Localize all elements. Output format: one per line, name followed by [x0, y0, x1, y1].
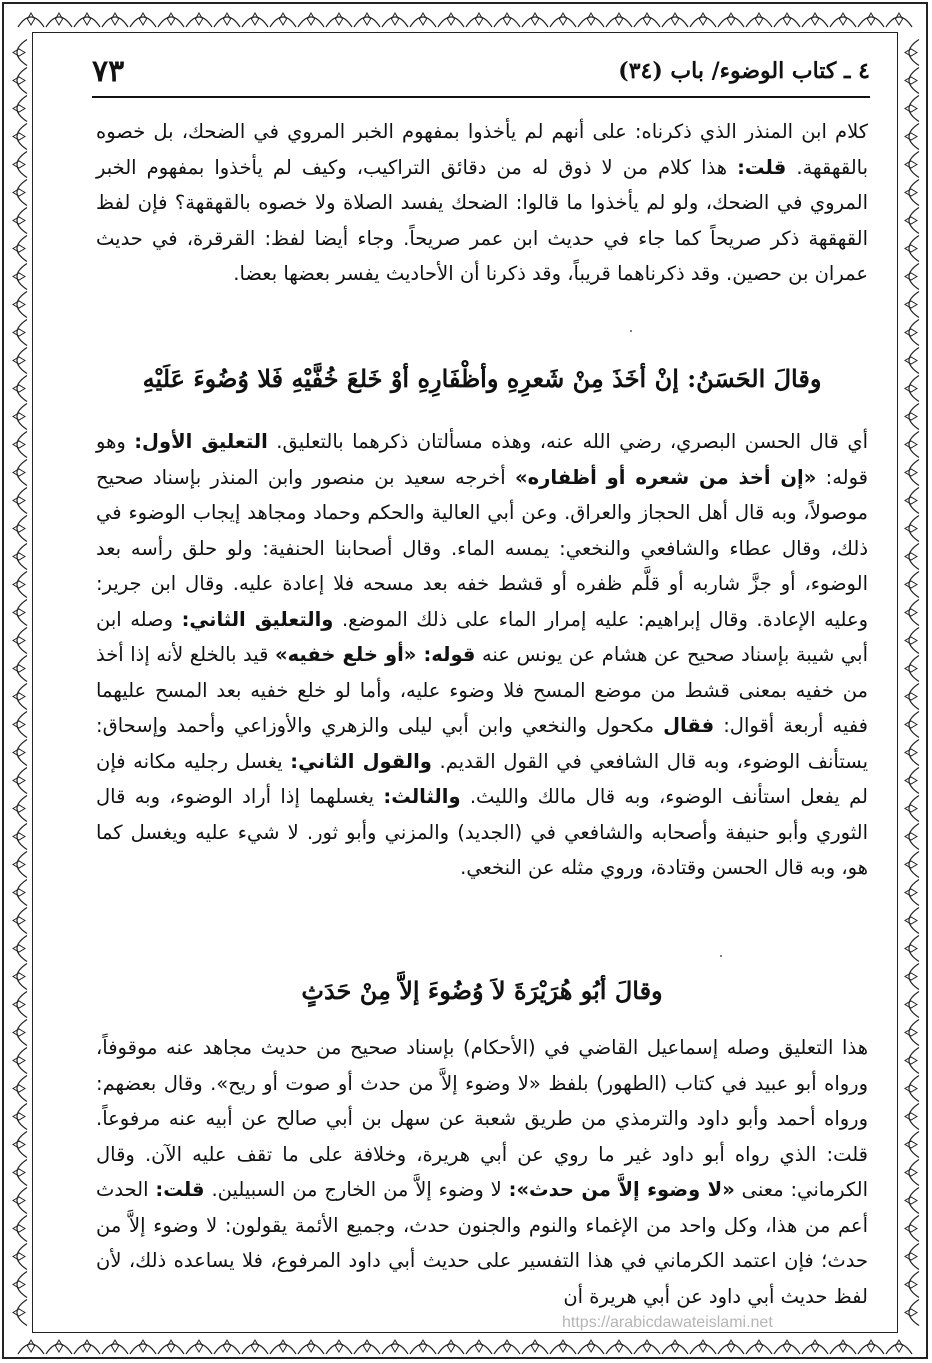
border-ornament [382, 1340, 408, 1354]
border-ornament [550, 13, 576, 27]
border-ornament [690, 13, 716, 27]
border-ornament [466, 13, 492, 27]
border-ornament [905, 1272, 919, 1298]
border-ornament [13, 1076, 27, 1102]
ornamental-border-left [6, 32, 32, 1333]
border-ornament [905, 964, 919, 990]
border-ornament [606, 1340, 632, 1354]
border-ornament [905, 936, 919, 962]
border-ornament [13, 712, 27, 738]
border-ornament [662, 13, 688, 27]
border-ornament [905, 40, 919, 66]
border-ornament [13, 1048, 27, 1074]
border-ornament [905, 516, 919, 542]
border-ornament [13, 768, 27, 794]
border-ornament [13, 96, 27, 122]
paragraph-2-text-d: وصله ابن أبي شيبة بإسناد صحيح عن هشام عن يونس عنه [96, 607, 868, 666]
border-ornament [13, 600, 27, 626]
paragraph-3-bold-b: قلت: [155, 1178, 205, 1201]
border-ornament [18, 13, 44, 27]
scan-speck [630, 330, 632, 332]
border-ornament [13, 824, 27, 850]
border-ornament [905, 96, 919, 122]
border-ornament [522, 1340, 548, 1354]
border-ornament [270, 13, 296, 27]
border-ornament [830, 13, 856, 27]
paragraph-2-text-g: يغسل رجليه مكانه فإن لم يفعل استأنف الوضوء، وبه قال مالك والليث. [96, 749, 868, 808]
paragraph-2-bold-g: والثالث: [383, 785, 461, 808]
border-ornament [905, 740, 919, 766]
border-ornament [905, 404, 919, 430]
border-ornament [718, 1340, 744, 1354]
border-ornament [550, 1340, 576, 1354]
border-ornament [905, 376, 919, 402]
ornamental-border-bottom [6, 1333, 924, 1359]
border-ornament [634, 1340, 660, 1354]
border-ornament [13, 292, 27, 318]
border-ornament [905, 1048, 919, 1074]
border-ornament [354, 13, 380, 27]
border-ornament [13, 684, 27, 710]
border-ornament [905, 460, 919, 486]
border-ornament [905, 292, 919, 318]
border-ornament [74, 13, 100, 27]
paragraph-3-text-a: هذا التعليق وصله إسماعيل القاضي في (الأحكام) بإسناد صحيح من حديث مجاهد عنه موقوفاً، ورواه أبو عبيد في كتاب (الطهور) بلفظ «لا وضوء إلاَّ من حدث أو صوت أو ريح». وقال بعضهم: ورواه أحمد وأبو داود والترمذي من طريق شعبة عن سهل بن أبي صالح عن أبيه عنه مرفوعاً. قلت: الذي رواه أبو داود غير ما روي عن أبي هريرة، وخلافة على ما تقف عليه الآن. وقال الكرماني: معنى [96, 1036, 869, 1201]
page-number: ٧٣ [92, 54, 125, 89]
paragraph-2-text-a: أي قال الحسن البصري، رضي الله عنه، وهذه مسألتان ذكرهما بالتعليق. [276, 430, 869, 453]
border-ornament [905, 572, 919, 598]
border-ornament [905, 768, 919, 794]
border-ornament [130, 1340, 156, 1354]
border-ornament [13, 460, 27, 486]
border-ornament [13, 852, 27, 878]
border-ornament [905, 1244, 919, 1270]
border-ornament [242, 1340, 268, 1354]
border-ornament [13, 964, 27, 990]
paragraph-3-text-b: لا وضوء إلاَّ من الخارج من السبيلين. [211, 1178, 502, 1201]
paragraph-2-bold-c: والتعليق الثاني: [181, 607, 334, 631]
border-ornament [905, 824, 919, 850]
border-ornament [13, 880, 27, 906]
border-ornament [718, 13, 744, 27]
border-ornament [905, 1132, 919, 1158]
border-ornament [354, 1340, 380, 1354]
border-ornament [13, 1160, 27, 1186]
border-ornament [905, 320, 919, 346]
border-ornament [158, 13, 184, 27]
border-ornament [905, 544, 919, 570]
border-ornament [13, 1020, 27, 1046]
paragraph-1 [96, 114, 868, 292]
border-ornament [410, 13, 436, 27]
border-ornament [578, 13, 604, 27]
border-ornament [18, 1340, 44, 1354]
border-ornament [13, 1272, 27, 1298]
border-ornament [13, 628, 27, 654]
border-ornament [13, 656, 27, 682]
border-ornament [13, 572, 27, 598]
border-ornament [905, 488, 919, 514]
border-ornament [466, 1340, 492, 1354]
header-divider [92, 96, 870, 98]
border-ornament [13, 1132, 27, 1158]
border-ornament [13, 124, 27, 150]
border-ornament [905, 1020, 919, 1046]
border-ornament [494, 13, 520, 27]
border-ornament [158, 1340, 184, 1354]
border-ornament [905, 684, 919, 710]
border-ornament [494, 1340, 520, 1354]
border-ornament [905, 656, 919, 682]
border-ornament [13, 40, 27, 66]
border-ornament [214, 13, 240, 27]
border-ornament [746, 1340, 772, 1354]
border-ornament [905, 1216, 919, 1242]
border-ornament [46, 1340, 72, 1354]
border-ornament [905, 208, 919, 234]
border-ornament [905, 152, 919, 178]
border-ornament [905, 880, 919, 906]
paragraph-2-bold-d: قوله: «أو خلع خفيه» [274, 643, 476, 666]
border-ornament [326, 1340, 352, 1354]
source-watermark: https://arabicdawateislami.net [562, 1314, 773, 1331]
border-ornament [13, 236, 27, 262]
border-ornament [905, 124, 919, 150]
border-ornament [746, 13, 772, 27]
border-ornament [802, 13, 828, 27]
border-ornament [13, 740, 27, 766]
paragraph-1-text-b: هذا كلام من لا ذوق له من دقائق التراكيب، وكيف لم يأخذوا بمفهوم الخبر المروي في الضحك، ولو لم يأخذوا ما قالوا: الضحك يفسد الصلاة ولا خصوه بالقهقهة؟ فإن لفظ القهقهة ذكر صريحاً كما جاء في حديث ابن عمر صريحاً. وجاء أيضا لفظ: القرقرة، في حديث عمران بن حصين. وقد ذكرناهما قريباً، وقد ذكرنا أن الأحاديث يفسر بعضها بعضا. [96, 155, 868, 285]
border-ornament [13, 516, 27, 542]
paragraph-2 [96, 424, 868, 886]
border-ornament [13, 1104, 27, 1130]
paragraph-3 [96, 1030, 868, 1314]
border-ornament [13, 180, 27, 206]
border-ornament [13, 320, 27, 346]
border-ornament [774, 1340, 800, 1354]
paragraph-2-text-b: وهو قوله: [96, 430, 869, 489]
paragraph-2-text-f: مكحول والنخعي وابن أبي ليلى والزهري والأوزاعي وأحمد وإسحاق: يستأنف الوضوء، وبه قال الشافعي في القول القديم. [96, 714, 869, 773]
border-ornament [438, 1340, 464, 1354]
border-ornament [13, 908, 27, 934]
border-ornament [905, 348, 919, 374]
ornamental-border-top [6, 6, 924, 32]
border-ornament [13, 936, 27, 962]
border-ornament [270, 1340, 296, 1354]
border-ornament [13, 152, 27, 178]
border-ornament [326, 13, 352, 27]
border-ornament [13, 404, 27, 430]
border-ornament [905, 1300, 919, 1326]
border-ornament [802, 1340, 828, 1354]
border-ornament [13, 1244, 27, 1270]
border-ornament [858, 13, 884, 27]
border-ornament [830, 1340, 856, 1354]
border-ornament [522, 13, 548, 27]
border-ornament [905, 1188, 919, 1214]
border-ornament [186, 13, 212, 27]
paragraph-3-bold-a: «لا وضوء إلاَّ من حدث»: [508, 1178, 735, 1201]
border-ornament [438, 13, 464, 27]
border-ornament [13, 376, 27, 402]
border-ornament [13, 992, 27, 1018]
border-ornament [13, 68, 27, 94]
border-ornament [578, 1340, 604, 1354]
running-header [92, 56, 870, 96]
border-ornament [102, 1340, 128, 1354]
border-ornament [242, 13, 268, 27]
border-ornament [905, 628, 919, 654]
border-ornament [13, 264, 27, 290]
border-ornament [905, 992, 919, 1018]
border-ornament [130, 13, 156, 27]
paragraph-2-bold-b: «إن أخذ من شعره أو أظفاره» [515, 465, 817, 489]
border-ornament [13, 1188, 27, 1214]
paragraph-1-bold-a: قلت: [737, 155, 787, 179]
border-ornament [905, 1076, 919, 1102]
border-ornament [905, 180, 919, 206]
border-ornament [905, 1104, 919, 1130]
border-ornament [858, 1340, 884, 1354]
border-ornament [905, 600, 919, 626]
border-ornament [905, 264, 919, 290]
border-ornament [886, 1340, 912, 1354]
ornamental-border-right [898, 32, 924, 1333]
border-ornament [298, 1340, 324, 1354]
section-heading-hasan: وقالَ الحَسَنُ: إنْ أخَذَ مِنْ شَعرِهِ وأظْفَارِهِ أوْ خَلعَ خُفَّيْهِ فَلا وُضُوءَ عَلَيْهِ [142, 364, 822, 393]
border-ornament [102, 13, 128, 27]
border-ornament [13, 544, 27, 570]
border-ornament [905, 712, 919, 738]
paragraph-2-bold-a: التعليق الأول: [134, 430, 268, 453]
border-ornament [905, 68, 919, 94]
border-ornament [634, 13, 660, 27]
paragraph-2-text-e: قيد بالخلع لأنه إذا أخذ من خفيه بمعنى قشط من موضع المسح فلا وضوء عليه، وأما لو خلع خفيه بعد المسح عليهما ففيه أربعة أقوال: [96, 643, 869, 737]
border-ornament [905, 796, 919, 822]
border-ornament [905, 1160, 919, 1186]
border-ornament [13, 796, 27, 822]
border-ornament [410, 1340, 436, 1354]
border-ornament [13, 432, 27, 458]
border-ornament [886, 13, 912, 27]
border-ornament [46, 13, 72, 27]
border-ornament [13, 348, 27, 374]
border-ornament [298, 13, 324, 27]
border-ornament [13, 1216, 27, 1242]
border-ornament [690, 1340, 716, 1354]
border-ornament [905, 432, 919, 458]
border-ornament [774, 13, 800, 27]
paragraph-2-bold-e: فقال [663, 714, 715, 737]
border-ornament [186, 1340, 212, 1354]
border-ornament [13, 208, 27, 234]
paragraph-3-text-c: الحدث أعم من هذا، وكل واحد من الإغماء والنوم والجنون حدث، وجميع الأئمة يقولون: لا وضوء إلاَّ من حدث؛ فإن اعتمد الكرماني في هذا التفسير على حديث أبي داود المرفوع، فلا يساعده ذلك، لأن لفظ حديث أبي داود عن أبي هريرة أن [96, 1178, 868, 1308]
border-ornament [905, 236, 919, 262]
border-ornament [905, 908, 919, 934]
border-ornament [905, 852, 919, 878]
border-ornament [662, 1340, 688, 1354]
scan-speck [720, 955, 722, 957]
paragraph-1-text-a: كلام ابن المنذر الذي ذكرناه: على أنهم لم يأخذوا بمفهوم الخبر المروي في الضحك، بل خصوه بالقهقهة. [96, 120, 869, 179]
paragraph-2-text-c: أخرجه سعيد بن منصور وابن المنذر بإسناد صحيح موصولاً، وبه قال أهل الحجاز والعراق. وعن أبي العالية والحكم وحماد ومجاهد إيجاب الوضوء في ذلك، وقال عطاء والشافعي والنخعي: يمسه الماء. وقال أصحابنا الحنفية: ولو حلق رأسه بعد الوضوء، أو جزَّ شاربه أو قلَّم ظفره أو قشط خفه بعد مسحه فلا إعادة عليه. وقال ابن جرير: وعليه الإعادة. وقال إبراهيم: عليه إمرار الماء على ذلك الموضع. [96, 465, 868, 631]
border-ornament [214, 1340, 240, 1354]
header-title: ٤ ـ كتاب الوضوء/ باب (٣٤) [618, 58, 870, 84]
paragraph-2-text-h: يغسلهما إذا أراد الوضوء، وبه قال الثوري وأبو حنيفة وأصحابه والشافعي في (الجديد) والمزني وأبو ثور. لا شيء عليه ويغسل كما هو، وبه قال الحسن وقتادة، وروي مثله عن النخعي. [96, 785, 868, 879]
border-ornament [606, 13, 632, 27]
paragraph-2-bold-f: والقول الثاني: [290, 749, 432, 773]
border-ornament [13, 488, 27, 514]
border-ornament [13, 1300, 27, 1326]
border-ornament [382, 13, 408, 27]
section-heading-abu-hurayra: وقالَ أبُو هُرَيْرَةَ لاَ وُضُوءَ إلاَّ مِنْ حَدَثٍ [301, 976, 663, 1005]
border-ornament [74, 1340, 100, 1354]
